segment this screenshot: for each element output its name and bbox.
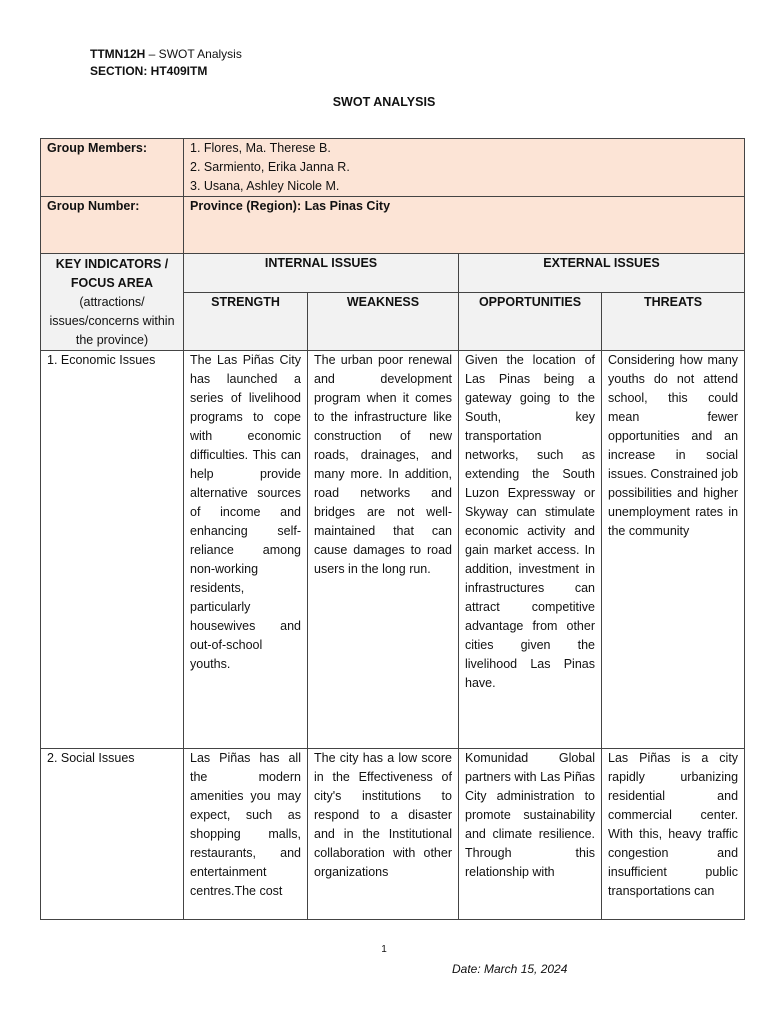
threats-cell: Considering how many youths do not attend school, this could mean fewer opportunities and an increase in social issues. Constrained job possibilities and higher unemployment rates in the community [602, 351, 745, 749]
key-indicators-sub: (attractions/ issues/concerns within the province) [49, 295, 175, 347]
external-issues-header: EXTERNAL ISSUES [459, 254, 745, 293]
member-item: 2. Sarmiento, Erika Janna R. [190, 160, 350, 174]
opportunities-cell: Komunidad Global partners with Las Piñas City administration to promote sustainability and climate resilience. Through this relationship with [459, 749, 602, 920]
strength-header: STRENGTH [184, 292, 308, 350]
strength-cell: Las Piñas has all the modern amenities you may expect, such as shopping malls, restaurants, and entertainment centres.The cost [184, 749, 308, 920]
course-subtitle: – SWOT Analysis [145, 47, 242, 61]
document-date: Date: March 15, 2024 [452, 962, 568, 976]
focus-area-cell: 2. Social Issues [41, 749, 184, 920]
opportunities-header: OPPORTUNITIES [459, 292, 602, 350]
document-title: SWOT ANALYSIS [332, 95, 436, 109]
internal-issues-header: INTERNAL ISSUES [184, 254, 459, 293]
section-label: SECTION: HT409ITM [90, 64, 208, 78]
member-item: 3. Usana, Ashley Nicole M. [190, 179, 340, 193]
weakness-cell: The urban poor renewal and development program when it comes to the infrastructure like construction of new roads, drainages, and many more. In addition, road networks and bridges are not well-maintained that can cause damages to road users in the long run. [308, 351, 459, 749]
opportunities-cell: Given the location of Las Pinas being a gateway going to the South, key transportation networks, such as extending the South Luzon Expressway or Skyway can stimulate economic activity and gain market access. In addition, investment in infrastructures can attract competitive advantage from other cities given the livelihood Las Pinas have. [459, 351, 602, 749]
weakness-cell: The city has a low score in the Effectiveness of city's institutions to respond to a disaster and in the Institutional collaboration with other organizations [308, 749, 459, 920]
member-item: 1. Flores, Ma. Therese B. [190, 141, 331, 155]
threats-cell: Las Piñas is a city rapidly urbanizing residential and commercial center. With this, heavy traffic congestion and insufficient public transportations can [602, 749, 745, 920]
strength-cell: The Las Piñas City has launched a series of livelihood programs to cope with economic difficulties. This can help provide alternative sources of income and enhancing self-reliance among non-working residents, particularly housewives and out-of-school youths. [184, 351, 308, 749]
group-number-label: Group Number: [41, 197, 184, 254]
key-indicators-label: KEY INDICATORS / FOCUS AREA [55, 257, 169, 290]
course-code: TTMN12H [90, 47, 146, 61]
province-label: Province (Region): Las Pinas City [184, 197, 745, 254]
page-number: 1 [381, 944, 387, 955]
focus-area-cell: 1. Economic Issues [41, 351, 184, 749]
group-members-label: Group Members: [41, 139, 184, 197]
issues-header-row [41, 254, 745, 293]
group-members-row [41, 139, 745, 197]
group-number-row [41, 197, 745, 254]
course-header [90, 46, 242, 63]
section-header [90, 63, 207, 80]
key-indicators-header [41, 254, 184, 351]
table-row [41, 351, 745, 749]
group-members-list [184, 139, 745, 197]
weakness-header: WEAKNESS [308, 292, 459, 350]
swot-table [40, 138, 745, 920]
threats-header: THREATS [602, 292, 745, 350]
table-row [41, 749, 745, 920]
